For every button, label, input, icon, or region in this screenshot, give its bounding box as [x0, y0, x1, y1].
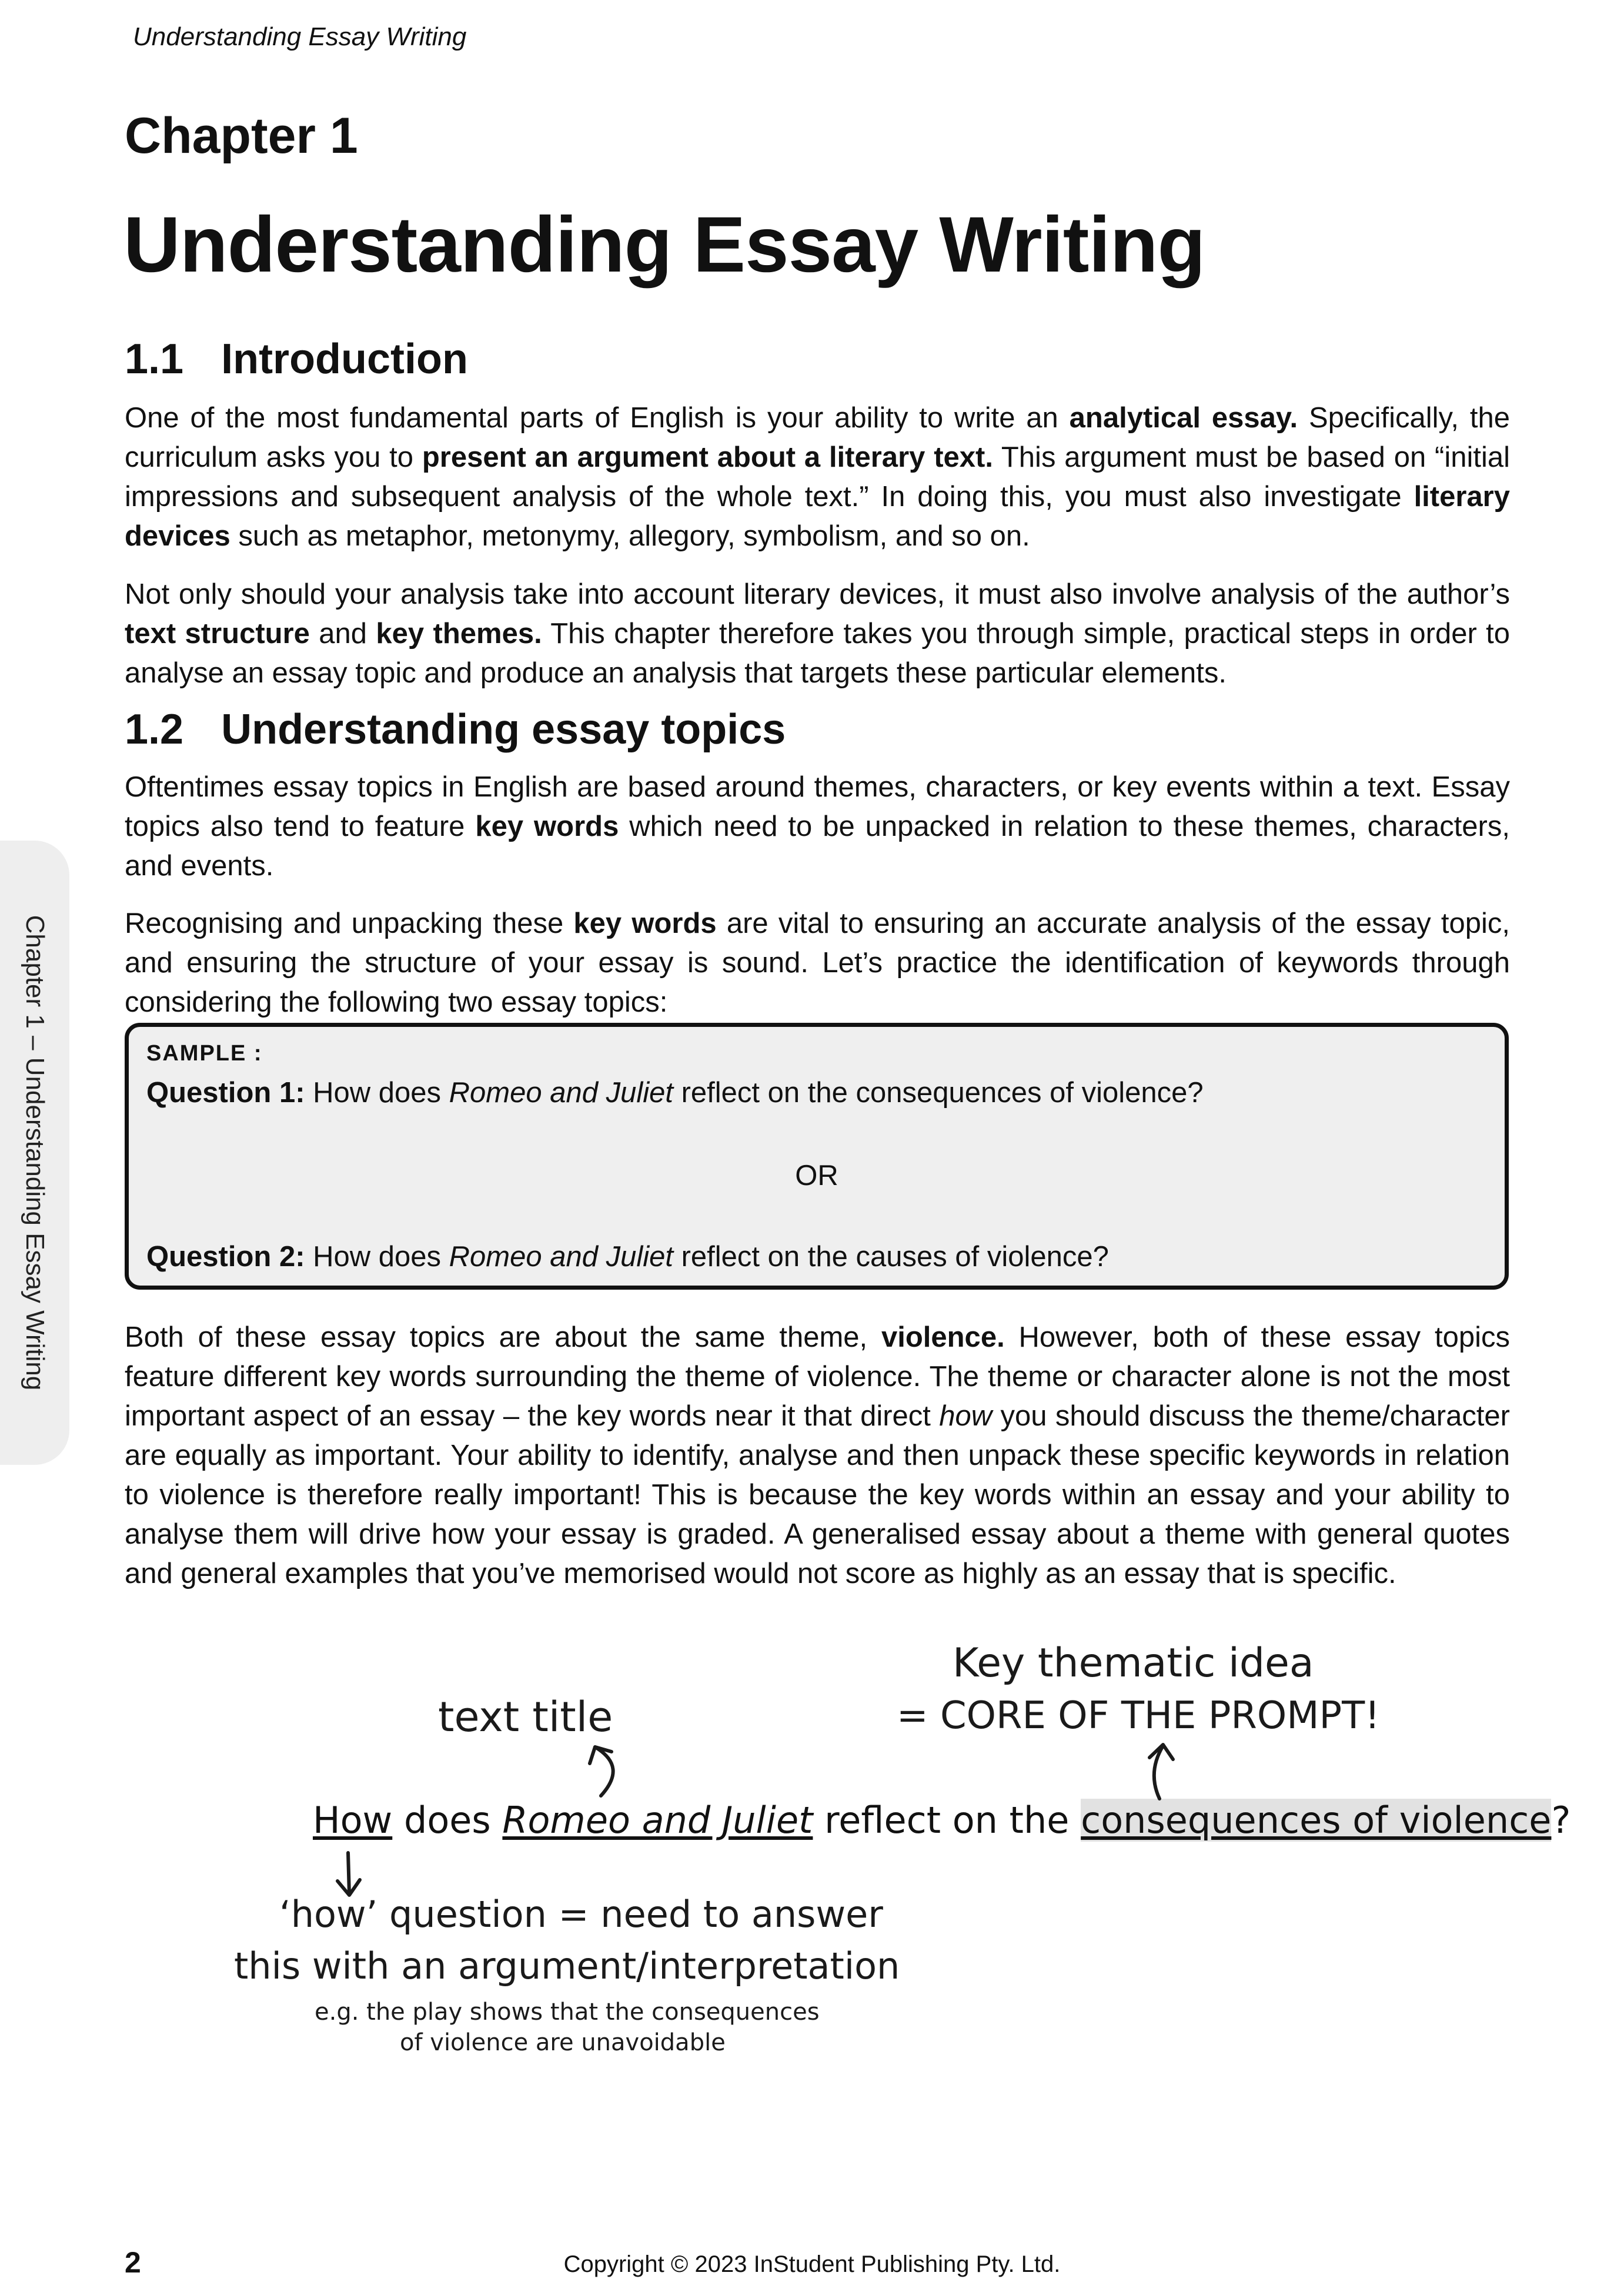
- sample-or: OR: [795, 1160, 838, 1191]
- bold-keyword: key themes.: [376, 618, 542, 650]
- text-run: and: [309, 618, 376, 650]
- chapter-title: Understanding Essay Writing: [123, 201, 1205, 289]
- copyright-notice: Copyright © 2023 InStudent Publishing Pty. Ltd.: [563, 2251, 1061, 2277]
- annotation-text-title: text title: [438, 1693, 613, 1741]
- section-title: Introduction: [221, 336, 468, 383]
- question-text: reflect on the causes of violence?: [673, 1241, 1109, 1273]
- arrow-to-how: [348, 1853, 349, 1894]
- text-run: which need to be unpacked in relation to these themes, characters, and events.: [125, 811, 1510, 882]
- side-tab-label: Chapter 1 – Understanding Essay Writing: [21, 915, 49, 1391]
- text-run: Oftentimes essay topics in English are based around themes, characters, or key events within a text. Essay topics also tend to feature: [125, 771, 1510, 842]
- bold-keyword: analytical essay.: [1069, 402, 1298, 434]
- annotation-theme-line-1: Key thematic idea: [953, 1640, 1314, 1686]
- bold-keyword: text structure: [125, 618, 310, 650]
- bold-keyword: violence.: [881, 1321, 1005, 1353]
- text-run: However, both of these essay topics feature different key words surrounding the theme of violence. The theme or character alone is not the most important aspect of an essay – the key words near it that direct: [125, 1321, 1510, 1432]
- text-run: Not only should your analysis take into account literary devices, it must also involve analysis of the author’s: [125, 578, 1510, 610]
- annotation-example-line-2: of violence are unavoidable: [400, 2029, 726, 2056]
- section-number: 1.1: [125, 336, 184, 383]
- question-text: ?: [1551, 1799, 1571, 1842]
- question-text: reflect on the consequences of violence?: [673, 1077, 1204, 1109]
- bold-keyword: key words: [475, 811, 619, 842]
- keyword-how: How: [313, 1799, 393, 1842]
- question-text: How does: [305, 1077, 449, 1109]
- sample-label: SAMPLE :: [146, 1041, 263, 1066]
- question-label: Question 1:: [146, 1077, 305, 1109]
- annotation-how-line-1: ‘how’ question = need to answer: [279, 1893, 883, 1936]
- text-title: Romeo and Juliet: [449, 1241, 673, 1273]
- annotation-how-line-2: this with an argument/interpretation: [234, 1944, 900, 1987]
- section-number: 1.2: [125, 706, 184, 753]
- question-text: does: [392, 1799, 503, 1842]
- text-run: This chapter therefore takes you through simple, practical steps in order to analyse an essay topic and produce an analysis that targets these particular elements.: [125, 618, 1511, 689]
- text-run: This argument must be based on “initial impressions and subsequent analysis of the whole text.” In doing this, you must also investigate: [125, 441, 1510, 513]
- annotation-theme-line-2: = CORE OF THE PROMPT!: [897, 1694, 1380, 1738]
- question-text: reflect on the: [813, 1799, 1081, 1842]
- text-run: Specifically, the curriculum asks you to: [125, 402, 1510, 473]
- question-label: Question 2:: [146, 1241, 305, 1273]
- keyword-theme: consequences of violence: [1081, 1799, 1552, 1842]
- text-run: Both of these essay topics are about the same theme,: [125, 1321, 881, 1353]
- text-run: such as metaphor, metonymy, allegory, symbolism, and so on.: [230, 520, 1030, 552]
- keyword-title: Romeo and Juliet: [502, 1799, 813, 1842]
- text-title: Romeo and Juliet: [449, 1077, 673, 1109]
- running-header: Understanding Essay Writing: [133, 22, 467, 51]
- arrow-to-title: [595, 1747, 613, 1796]
- italic-text: how: [939, 1400, 993, 1432]
- page-number: 2: [125, 2246, 141, 2279]
- bold-keyword: present an argument about a literary text.: [422, 441, 993, 473]
- section-title: Understanding essay topics: [221, 706, 786, 753]
- text-run: are vital to ensuring an accurate analysis of the essay topic, and ensuring the structure of your essay is sound. Let’s practice the identification of keywords through considering the following two essay topics:: [125, 908, 1511, 1018]
- text-run: One of the most fundamental parts of English is your ability to write an: [125, 402, 1070, 434]
- bold-keyword: literary devices: [125, 481, 1510, 552]
- chapter-label: Chapter 1: [125, 108, 358, 164]
- text-run: Recognising and unpacking these: [125, 908, 574, 939]
- question-text: How does: [305, 1241, 449, 1273]
- annotation-example-line-1: e.g. the play shows that the consequences: [315, 1999, 820, 2026]
- text-run: you should discuss the theme/character are equally as important. Your ability to identify, analyse and then unpack these specific keywords in relation to violence is therefore really important! This is because the key words within an essay and your ability to analyse them will drive how your essay is graded. A generalised essay about a theme with general quotes and general examples that you’ve memorised would not score as highly as an essay that is specific.: [125, 1400, 1511, 1589]
- bold-keyword: key words: [573, 908, 717, 939]
